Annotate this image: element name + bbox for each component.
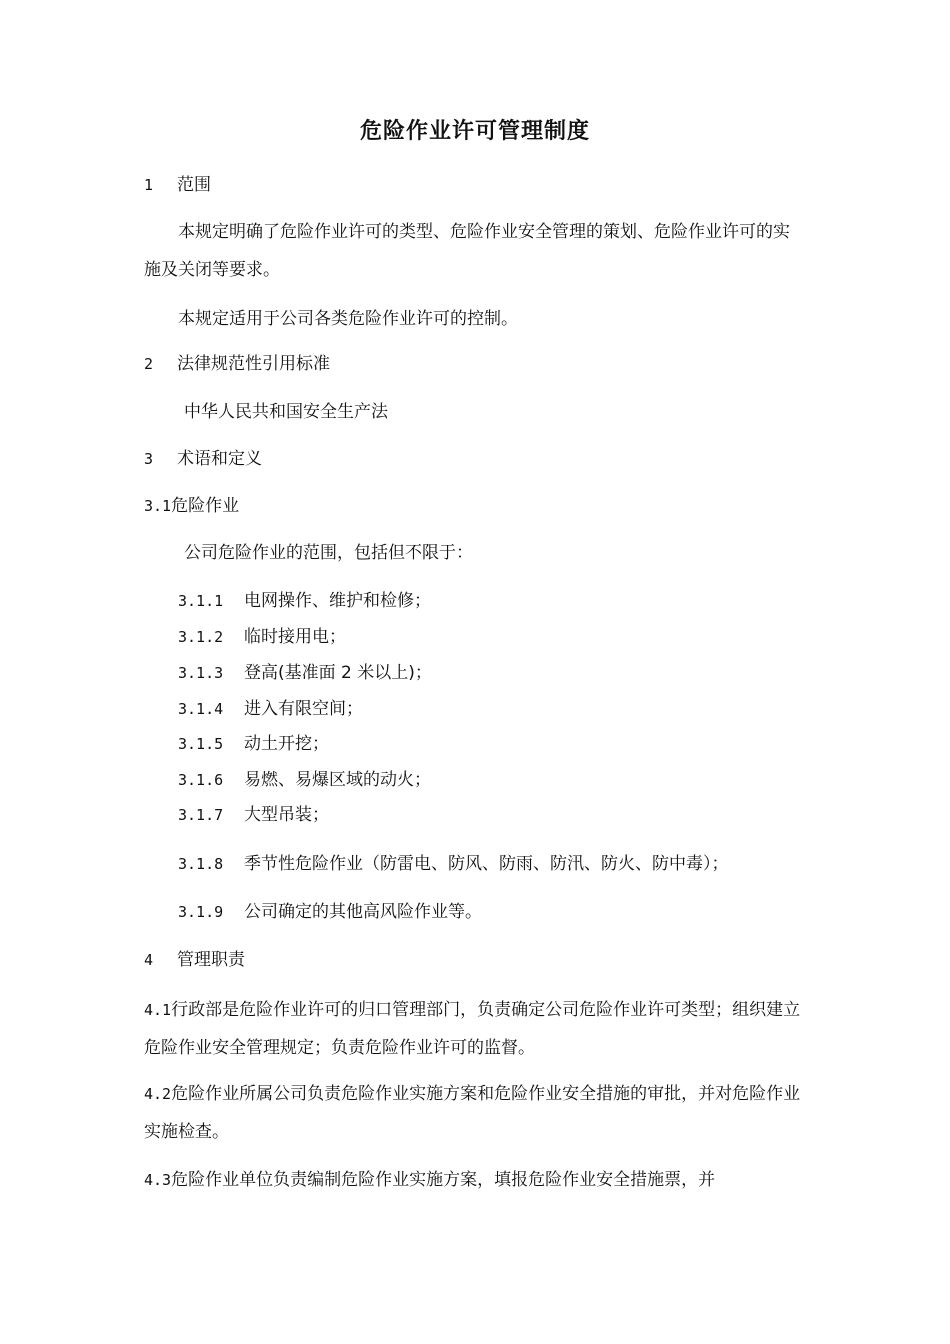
subsection-number: 3.1 <box>144 497 172 515</box>
list-item-text: 动土开挖； <box>244 734 329 754</box>
scope-paragraph-1: 本规定明确了危险作业许可的类型、危险作业安全管理的策划、危险作业许可的实施及关闭等要求。 <box>144 222 790 280</box>
list-item-text: 电网操作、维护和检修； <box>244 591 431 611</box>
clause-number: 4.2 <box>144 1085 172 1103</box>
clause-number: 4.1 <box>144 1001 172 1019</box>
document-title: 危险作业许可管理制度 <box>359 119 590 144</box>
section-title: 术语和定义 <box>177 449 262 469</box>
section-number: 2 <box>144 355 154 373</box>
list-item-number: 3.1.4 <box>178 700 224 718</box>
list-item-number: 3.1.3 <box>178 664 224 682</box>
list-item-number: 3.1.8 <box>178 855 224 873</box>
list-item <box>178 661 432 685</box>
subsection-heading-3-1 <box>144 494 239 518</box>
duty-paragraph-4-2 <box>144 1075 804 1151</box>
section-heading-4 <box>144 948 245 972</box>
list-item-number: 3.1.2 <box>178 628 224 646</box>
section-heading-1 <box>144 173 211 197</box>
section-title: 管理职责 <box>177 950 245 970</box>
duty-paragraph-4-1 <box>144 991 804 1067</box>
list-item-text: 季节性危险作业（防雷电、防风、防雨、防汛、防火、防中毒）； <box>244 854 729 874</box>
list-item <box>178 732 329 756</box>
list-item <box>178 900 482 924</box>
list-item <box>178 803 329 827</box>
hazard-scope-intro: 公司危险作业的范围，包括但不限于： <box>184 543 473 563</box>
list-item <box>178 768 431 792</box>
section-heading-3 <box>144 447 262 471</box>
list-item-number: 3.1.6 <box>178 771 224 789</box>
list-item-text: 大型吊装； <box>244 805 329 825</box>
section-title: 法律规范性引用标准 <box>177 354 330 374</box>
duty-paragraph-4-3 <box>144 1161 804 1199</box>
list-item-number: 3.1.5 <box>178 735 224 753</box>
clause-text: 危险作业所属公司负责危险作业实施方案和危险作业安全措施的审批，并对危险作业实施检查。 <box>144 1084 801 1142</box>
list-item <box>178 589 431 613</box>
reference-standard: 中华人民共和国安全生产法 <box>184 402 388 422</box>
clause-text: 危险作业单位负责编制危险作业实施方案，填报危险作业安全措施票，并 <box>171 1170 716 1190</box>
scope-paragraph-2: 本规定适用于公司各类危险作业许可的控制。 <box>178 309 518 329</box>
list-item <box>178 697 363 721</box>
section-number: 1 <box>144 176 154 194</box>
list-item-text: 公司确定的其他高风险作业等。 <box>244 902 482 922</box>
list-item-number: 3.1.9 <box>178 903 224 921</box>
section-number: 3 <box>144 450 154 468</box>
list-item <box>178 852 729 876</box>
list-item-number: 3.1.1 <box>178 592 224 610</box>
list-item-text: 易燃、易爆区域的动火； <box>244 770 431 790</box>
clause-number: 4.3 <box>144 1171 172 1189</box>
list-item-text: 登高(基准面 2 米以上)； <box>244 663 432 683</box>
clause-text: 行政部是危险作业许可的归口管理部门，负责确定公司危险作业许可类型；组织建立危险作业安全管理规定；负责危险作业许可的监督。 <box>144 1000 801 1058</box>
list-item-text: 临时接用电； <box>244 627 346 647</box>
list-item-number: 3.1.7 <box>178 806 224 824</box>
subsection-title: 危险作业 <box>171 496 240 516</box>
section-heading-2 <box>144 352 330 376</box>
list-item <box>178 625 346 649</box>
section-title: 范围 <box>177 175 211 195</box>
section-number: 4 <box>144 951 154 969</box>
list-item-text: 进入有限空间； <box>244 699 363 719</box>
